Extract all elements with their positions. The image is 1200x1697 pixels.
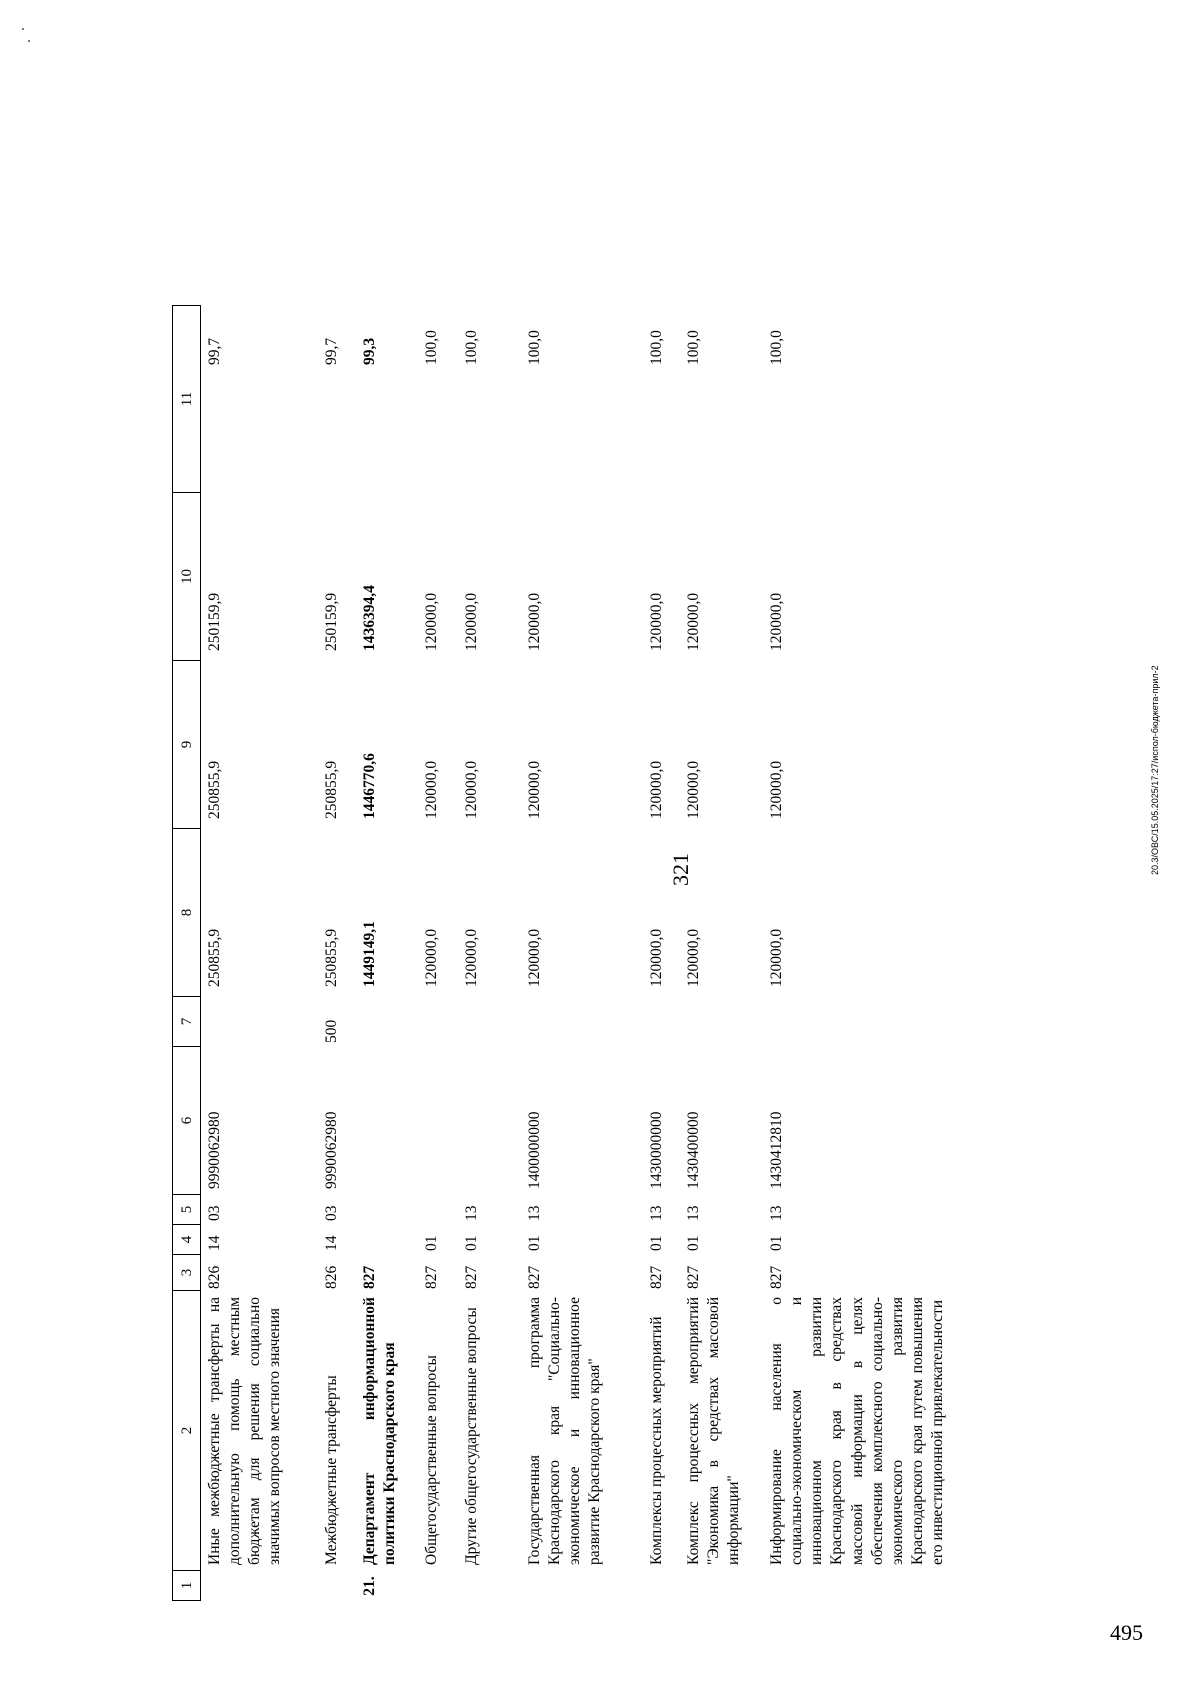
row-c8: 120000,0 (526, 928, 543, 987)
scan-speck (28, 40, 30, 42)
row-c4: 01 (648, 1235, 665, 1251)
row-c10: 120000,0 (768, 592, 785, 651)
row-c10: 250159,9 (206, 592, 223, 651)
row-c8: 120000,0 (685, 928, 702, 987)
footer-code: 20.3/ОВС/15.05.2025/17:27/испол-бюджета-прил-2 (1150, 665, 1160, 875)
row-c11: 99,7 (323, 337, 340, 365)
row-c11: 100,0 (526, 330, 543, 365)
row-c8: 120000,0 (768, 928, 785, 987)
header-cell-6: 6 (172, 1047, 201, 1195)
row-c6: 1430400000 (685, 1111, 702, 1189)
row-c3: 827 (423, 1265, 440, 1289)
row-name: Государственная программа Краснодарского края "Социально-экономическое и инновационное развитие Краснодарского края" (526, 1297, 604, 1565)
row-c9: 120000,0 (423, 760, 440, 819)
row-c9: 1446770,6 (361, 753, 378, 819)
row-c9: 250855,9 (323, 760, 340, 819)
row-name: Иные межбюджетные трансферты на дополнительную помощь местным бюджетам для решения социально значимых вопросов местного значения (206, 1297, 284, 1565)
row-c11: 100,0 (768, 330, 785, 365)
header-cell-11: 11 (172, 305, 201, 493)
row-c3: 826 (206, 1265, 223, 1289)
header-cell-4: 4 (172, 1225, 201, 1255)
row-c9: 120000,0 (768, 760, 785, 819)
header-cell-10: 10 (172, 493, 201, 661)
row-c8: 120000,0 (463, 928, 480, 987)
row-name: Департамент информационной политики Краснодарского края (361, 1297, 399, 1565)
row-c11: 100,0 (463, 330, 480, 365)
row-c4: 01 (768, 1235, 785, 1251)
row-c5: 03 (206, 1205, 223, 1221)
row-c8: 250855,9 (206, 928, 223, 987)
row-c11: 100,0 (423, 330, 440, 365)
row-c11: 100,0 (648, 330, 665, 365)
header-cell-8: 8 (172, 829, 201, 997)
row-c6: 9990062980 (323, 1111, 340, 1189)
row-c5: 13 (463, 1205, 480, 1221)
row-name: Комплексы процессных мероприятий (648, 1316, 665, 1565)
row-c3: 826 (323, 1265, 340, 1289)
row-c10: 120000,0 (648, 592, 665, 651)
row-c9: 120000,0 (526, 760, 543, 819)
header-cell-3: 3 (172, 1255, 201, 1291)
row-c10: 120000,0 (685, 592, 702, 651)
row-c4: 01 (685, 1235, 702, 1251)
row-c5: 13 (648, 1205, 665, 1221)
row-c5: 13 (685, 1205, 702, 1221)
row-name: Комплекс процессных мероприятий "Экономика в средствах массовой информации" (685, 1297, 743, 1565)
row-c9: 120000,0 (648, 760, 665, 819)
row-name: Общегосударственные вопросы (423, 1355, 440, 1565)
scan-speck (22, 28, 24, 30)
row-number: 21. (361, 1576, 378, 1596)
header-cell-9: 9 (172, 661, 201, 829)
row-c4: 01 (463, 1235, 480, 1251)
row-c5: 03 (323, 1205, 340, 1221)
row-c11: 99,7 (206, 337, 223, 365)
row-c8: 120000,0 (423, 928, 440, 987)
row-name: Межбюджетные трансферты (323, 1375, 340, 1565)
row-c3: 827 (768, 1265, 785, 1289)
row-c3: 827 (648, 1265, 665, 1289)
row-c6: 1400000000 (526, 1111, 543, 1189)
row-c6: 1430412810 (768, 1111, 785, 1189)
row-c11: 99,3 (361, 337, 378, 365)
row-c6: 9990062980 (206, 1111, 223, 1189)
row-c4: 01 (526, 1235, 543, 1251)
row-c3: 827 (526, 1265, 543, 1289)
row-c9: 120000,0 (685, 760, 702, 819)
page-number: 495 (1110, 1620, 1143, 1645)
row-c11: 100,0 (685, 330, 702, 365)
row-c5: 13 (768, 1205, 785, 1221)
row-c9: 250855,9 (206, 760, 223, 819)
row-c10: 250159,9 (323, 592, 340, 651)
row-c3: 827 (685, 1265, 702, 1289)
row-c10: 120000,0 (526, 592, 543, 651)
budget-table (172, 68, 1176, 1601)
row-c4: 14 (323, 1235, 340, 1251)
row-name: Информирование населения о социально-экономическом и инновационном развитии Краснодарского края в средствах массовой информации в целях обеспечения комплексного социально-экономического развития Краснодарского края путем повышения его инвестиционной привлекательности (768, 1297, 947, 1565)
row-c7: 500 (323, 1019, 340, 1043)
row-name: Другие общегосударственные вопросы (463, 1307, 480, 1565)
row-c4: 14 (206, 1235, 223, 1251)
row-c3: 827 (463, 1265, 480, 1289)
row-c10: 120000,0 (423, 592, 440, 651)
row-c5: 13 (526, 1205, 543, 1221)
row-c6: 1430000000 (648, 1111, 665, 1189)
row-c9: 120000,0 (463, 760, 480, 819)
row-c8: 120000,0 (648, 928, 665, 987)
row-c10: 1436394,4 (361, 585, 378, 651)
header-cell-7: 7 (172, 997, 201, 1047)
row-c10: 120000,0 (463, 592, 480, 651)
row-c8: 250855,9 (323, 928, 340, 987)
header-cell-1: 1 (172, 1571, 201, 1601)
row-c3: 827 (361, 1265, 378, 1289)
center-page-number: 321 (668, 853, 693, 886)
header-cell-5: 5 (172, 1195, 201, 1225)
header-cell-2: 2 (172, 1291, 201, 1571)
row-c8: 1449149,1 (361, 921, 378, 987)
row-c4: 01 (423, 1235, 440, 1251)
